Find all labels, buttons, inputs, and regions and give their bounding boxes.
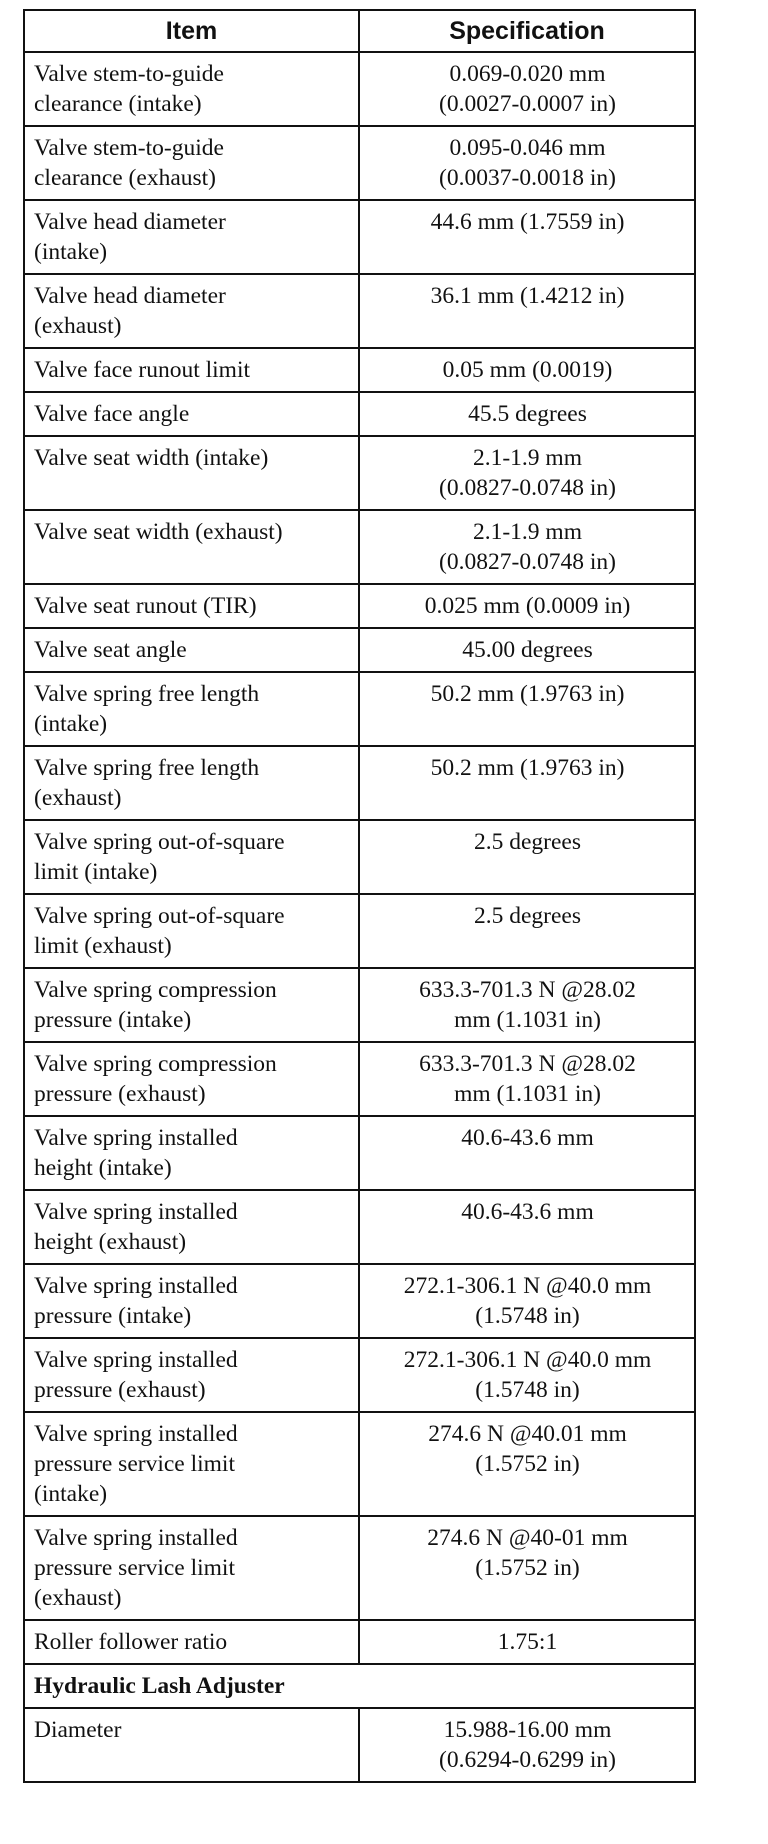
- specification-text-line: mm (1.1031 in): [454, 1007, 601, 1033]
- item-text-line: Valve face runout limit: [34, 357, 250, 383]
- specification-cell: [359, 1708, 695, 1782]
- specification-cell: [359, 436, 695, 510]
- specification-cell: [359, 1190, 695, 1264]
- item-text-line: (exhaust): [34, 313, 122, 339]
- specification-text-line: (1.5748 in): [475, 1303, 580, 1329]
- table-row: [24, 200, 695, 274]
- item-text-line: Valve spring installed: [34, 1421, 238, 1447]
- table-row: [24, 52, 695, 126]
- item-text-line: Valve spring free length: [34, 681, 260, 707]
- section-heading: Hydraulic Lash Adjuster: [24, 1664, 695, 1708]
- table-row: [24, 348, 695, 392]
- item-cell: [24, 746, 359, 820]
- specification-text-line: 0.025 mm (0.0009 in): [424, 593, 631, 619]
- specification-text-line: 1.75:1: [497, 1629, 558, 1655]
- item-text-line: Valve seat width (exhaust): [34, 519, 283, 545]
- item-text-line: height (exhaust): [34, 1229, 187, 1255]
- specification-text-line: (0.0827-0.0748 in): [439, 549, 616, 575]
- specification-text-line: 274.6 N @40.01 mm: [428, 1421, 627, 1447]
- specification-text-line: 45.5 degrees: [468, 401, 587, 427]
- specification-text-line: 0.05 mm (0.0019): [442, 357, 613, 383]
- item-text-line: (intake): [34, 239, 108, 265]
- item-text-line: pressure (exhaust): [34, 1377, 206, 1403]
- item-text-line: Valve stem-to-guide: [34, 61, 224, 87]
- table-row: [24, 1620, 695, 1664]
- item-cell: [24, 968, 359, 1042]
- item-cell: [24, 392, 359, 436]
- specification-cell: [359, 1264, 695, 1338]
- table-row: [24, 126, 695, 200]
- specification-cell: [359, 200, 695, 274]
- item-cell: [24, 1412, 359, 1516]
- specification-cell: [359, 348, 695, 392]
- item-cell: [24, 1264, 359, 1338]
- item-cell: [24, 274, 359, 348]
- item-text-line: pressure (intake): [34, 1303, 192, 1329]
- specification-text-line: 274.6 N @40-01 mm: [427, 1525, 628, 1551]
- item-cell: [24, 1708, 359, 1782]
- specification-text-line: 272.1-306.1 N @40.0 mm: [403, 1273, 652, 1299]
- specification-text-line: 0.095-0.046 mm: [449, 135, 606, 161]
- specification-text-line: 40.6-43.6 mm: [461, 1199, 594, 1225]
- specification-cell: [359, 126, 695, 200]
- specification-cell: [359, 392, 695, 436]
- specification-cell: [359, 1516, 695, 1620]
- item-text-line: limit (intake): [34, 859, 158, 885]
- item-cell: [24, 628, 359, 672]
- item-text-line: (exhaust): [34, 785, 122, 811]
- specification-text-line: 272.1-306.1 N @40.0 mm: [403, 1347, 652, 1373]
- item-cell: [24, 126, 359, 200]
- item-text-line: Valve face angle: [34, 401, 190, 427]
- specification-text-line: 50.2 mm (1.9763 in): [430, 681, 625, 707]
- item-cell: [24, 510, 359, 584]
- specification-text-line: 36.1 mm (1.4212 in): [430, 283, 625, 309]
- table-row: [24, 894, 695, 968]
- table-row: [24, 584, 695, 628]
- item-cell: [24, 1338, 359, 1412]
- table-row: [24, 1412, 695, 1516]
- item-text-line: Diameter: [34, 1717, 122, 1743]
- table-row: [24, 968, 695, 1042]
- item-cell: [24, 894, 359, 968]
- item-cell: [24, 1042, 359, 1116]
- specification-cell: [359, 1620, 695, 1664]
- item-text-line: Valve head diameter: [34, 283, 226, 309]
- specification-cell: [359, 1412, 695, 1516]
- table-row: [24, 1516, 695, 1620]
- table-row: [24, 672, 695, 746]
- item-text-line: limit (exhaust): [34, 933, 172, 959]
- item-text-line: Valve head diameter: [34, 209, 226, 235]
- item-text-line: pressure service limit: [34, 1451, 235, 1477]
- specification-text-line: (1.5752 in): [475, 1555, 580, 1581]
- specification-text-line: (0.0037-0.0018 in): [439, 165, 616, 191]
- table-row: [24, 392, 695, 436]
- table-header-row: [24, 10, 695, 52]
- item-text-line: pressure service limit: [34, 1555, 235, 1581]
- table-row: [24, 746, 695, 820]
- specification-text-line: 15.988-16.00 mm: [443, 1717, 612, 1743]
- table-row: [24, 1190, 695, 1264]
- item-text-line: height (intake): [34, 1155, 172, 1181]
- item-text-line: Valve spring installed: [34, 1199, 238, 1225]
- table-row: [24, 1338, 695, 1412]
- specification-text-line: (0.0827-0.0748 in): [439, 475, 616, 501]
- item-cell: [24, 672, 359, 746]
- table-row: [24, 274, 695, 348]
- table-row: [24, 1042, 695, 1116]
- specification-text-line: (0.0027-0.0007 in): [439, 91, 616, 117]
- item-cell: [24, 820, 359, 894]
- item-text-line: Valve spring compression: [34, 977, 277, 1003]
- item-text-line: pressure (intake): [34, 1007, 192, 1033]
- item-text-line: clearance (intake): [34, 91, 202, 117]
- table-row: [24, 1116, 695, 1190]
- specification-cell: [359, 52, 695, 126]
- specification-text-line: (1.5748 in): [475, 1377, 580, 1403]
- item-text-line: Valve spring out-of-square: [34, 829, 285, 855]
- table-body: [24, 52, 695, 1782]
- specification-text-line: 40.6-43.6 mm: [461, 1125, 594, 1151]
- valve-spec-table: [23, 9, 696, 1783]
- specification-text-line: 45.00 degrees: [462, 637, 593, 663]
- specification-cell: [359, 274, 695, 348]
- item-cell: [24, 52, 359, 126]
- section-row: [24, 1664, 695, 1708]
- specification-column-header: Specification: [359, 10, 695, 52]
- item-text-line: (intake): [34, 1481, 108, 1507]
- specification-text-line: 50.2 mm (1.9763 in): [430, 755, 625, 781]
- item-text-line: Valve spring out-of-square: [34, 903, 285, 929]
- item-text-line: Valve seat width (intake): [34, 445, 269, 471]
- specification-cell: [359, 584, 695, 628]
- specification-cell: [359, 628, 695, 672]
- specification-text-line: 2.1-1.9 mm: [472, 445, 582, 471]
- table-row: [24, 1264, 695, 1338]
- specification-text-line: 44.6 mm (1.7559 in): [430, 209, 625, 235]
- item-cell: [24, 348, 359, 392]
- specification-text-line: 2.5 degrees: [473, 903, 581, 929]
- item-text-line: Valve seat runout (TIR): [34, 593, 257, 619]
- specification-text-line: 0.069-0.020 mm: [449, 61, 606, 87]
- specification-text-line: (1.5752 in): [475, 1451, 580, 1477]
- item-text-line: (intake): [34, 711, 108, 737]
- specification-text-line: 2.1-1.9 mm: [472, 519, 582, 545]
- specification-cell: [359, 894, 695, 968]
- item-text-line: Valve spring installed: [34, 1347, 238, 1373]
- table-row: [24, 510, 695, 584]
- item-text-line: clearance (exhaust): [34, 165, 216, 191]
- table-row: [24, 1708, 695, 1782]
- table-row: [24, 436, 695, 510]
- specification-cell: [359, 1338, 695, 1412]
- specification-cell: [359, 1042, 695, 1116]
- item-text-line: Valve spring installed: [34, 1525, 238, 1551]
- specification-text-line: 633.3-701.3 N @28.02: [419, 977, 636, 1003]
- item-cell: [24, 1116, 359, 1190]
- item-cell: [24, 436, 359, 510]
- item-cell: [24, 584, 359, 628]
- item-cell: [24, 1190, 359, 1264]
- specification-text-line: (0.6294-0.6299 in): [439, 1747, 616, 1773]
- item-text-line: Valve spring installed: [34, 1125, 238, 1151]
- item-cell: [24, 200, 359, 274]
- item-cell: [24, 1516, 359, 1620]
- specification-cell: [359, 1116, 695, 1190]
- table-row: [24, 628, 695, 672]
- item-text-line: pressure (exhaust): [34, 1081, 206, 1107]
- specification-cell: [359, 746, 695, 820]
- item-text-line: Valve stem-to-guide: [34, 135, 224, 161]
- item-text-line: Valve spring free length: [34, 755, 260, 781]
- specification-cell: [359, 672, 695, 746]
- specification-text-line: 633.3-701.3 N @28.02: [419, 1051, 636, 1077]
- item-text-line: Valve spring installed: [34, 1273, 238, 1299]
- item-column-header: Item: [24, 10, 359, 52]
- table-row: [24, 820, 695, 894]
- specification-cell: [359, 968, 695, 1042]
- item-text-line: (exhaust): [34, 1585, 122, 1611]
- specification-text-line: 2.5 degrees: [473, 829, 581, 855]
- item-text-line: Roller follower ratio: [34, 1629, 228, 1655]
- specification-cell: [359, 510, 695, 584]
- item-text-line: Valve seat angle: [34, 637, 187, 663]
- item-cell: [24, 1620, 359, 1664]
- item-text-line: Valve spring compression: [34, 1051, 277, 1077]
- specification-cell: [359, 820, 695, 894]
- specification-text-line: mm (1.1031 in): [454, 1081, 601, 1107]
